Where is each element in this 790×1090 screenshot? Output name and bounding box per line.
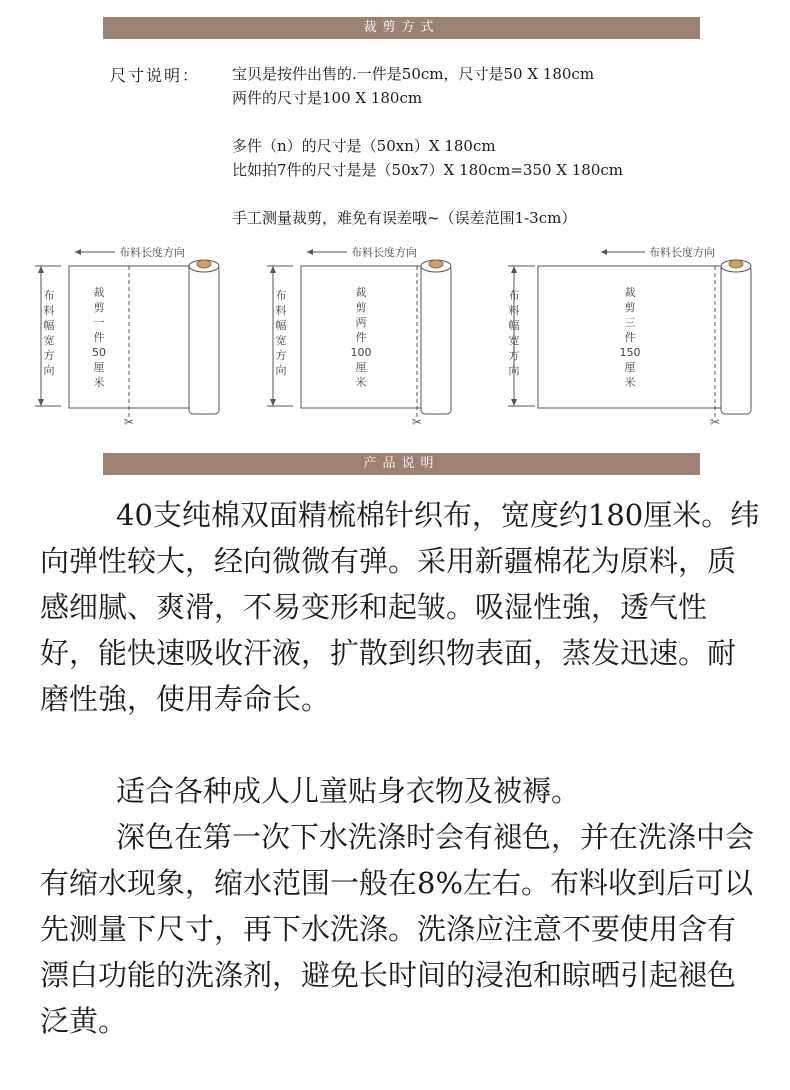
size-line-5: 手工测量裁剪，难免有误差哦~（误差范围1-3cm） (232, 209, 577, 227)
description-paragraph-1: 40支纯棉双面精梳棉针织布，宽度约180厘米。纬向弹性较大，经向微微有弹。采用新疆棉花为原料，质感细腻、爽滑，不易变形和起皱。吸湿性強，透气性好，能快速吸收汗液，扩散到织物表面，蒸发迅速。耐磨性強，使用寿命长。 (40, 498, 760, 716)
svg-text:剪: 剪 (93, 301, 105, 314)
svg-text:米: 米 (355, 376, 367, 389)
roll-core-icon (429, 260, 443, 268)
svg-text:剪: 剪 (355, 301, 367, 314)
svg-text:向: 向 (43, 364, 55, 377)
fabric-roll-diagram (35, 240, 265, 430)
size-line-1: 宝贝是按件出售的.一件是50cm，尺寸是50 X 180cm (232, 65, 595, 83)
svg-text:剪: 剪 (624, 301, 636, 314)
length-label: 布料长度方向 (351, 246, 417, 259)
cut-label (92, 285, 106, 389)
fabric-roll (721, 266, 751, 414)
svg-text:方: 方 (508, 349, 520, 362)
scissors-icon: ✂ (710, 415, 721, 429)
svg-text:100: 100 (350, 346, 372, 359)
fabric-roll (189, 266, 219, 414)
svg-text:裁: 裁 (355, 286, 367, 299)
svg-text:50: 50 (92, 346, 106, 359)
svg-text:两: 两 (355, 316, 367, 329)
svg-text:布: 布 (275, 289, 287, 302)
roll-core-icon (197, 260, 211, 268)
length-label: 布料长度方向 (119, 246, 185, 259)
cut-diagram-2 (267, 240, 497, 430)
svg-text:幅: 幅 (275, 319, 287, 332)
fabric-roll-diagram (505, 240, 765, 430)
svg-text:三: 三 (624, 316, 636, 329)
svg-text:向: 向 (508, 364, 520, 377)
arrow-head-icon (601, 249, 607, 255)
svg-text:裁: 裁 (93, 286, 105, 299)
roll-core-icon (729, 260, 743, 268)
size-line-3: 多件（n）的尺寸是（50xn）X 180cm (232, 137, 496, 155)
svg-text:件: 件 (93, 331, 105, 344)
svg-text:料: 料 (275, 304, 287, 317)
svg-text:布: 布 (43, 289, 55, 302)
svg-text:宽: 宽 (43, 334, 55, 347)
svg-text:米: 米 (624, 376, 636, 389)
svg-text:厘: 厘 (93, 361, 105, 374)
arrow-head-icon (75, 249, 81, 255)
product-description-header: 产品说明 (103, 453, 700, 475)
cut-method-header: 裁剪方式 (103, 17, 700, 39)
svg-text:幅: 幅 (508, 319, 520, 332)
svg-text:幅: 幅 (43, 319, 55, 332)
width-label (44, 288, 55, 377)
svg-text:料: 料 (508, 304, 520, 317)
length-label: 布料长度方向 (649, 246, 715, 259)
svg-text:宽: 宽 (508, 334, 520, 347)
svg-text:件: 件 (624, 331, 636, 344)
width-label (276, 288, 287, 377)
arrow-head-icon (307, 249, 313, 255)
svg-text:裁: 裁 (624, 286, 636, 299)
cut-diagram-3 (505, 240, 765, 430)
svg-text:方: 方 (275, 349, 287, 362)
svg-text:料: 料 (43, 304, 55, 317)
svg-text:米: 米 (93, 376, 105, 389)
svg-text:厘: 厘 (355, 361, 367, 374)
description-paragraph-2: 适合各种成人儿童贴身衣物及被褥。 (116, 774, 581, 808)
svg-text:150: 150 (619, 346, 641, 359)
svg-text:向: 向 (275, 364, 287, 377)
svg-text:方: 方 (43, 349, 55, 362)
svg-text:厘: 厘 (624, 361, 636, 374)
fabric-roll (421, 266, 451, 414)
size-line-4: 比如拍7件的尺寸是是（50x7）X 180cm=350 X 180cm (232, 161, 624, 179)
svg-text:一: 一 (93, 316, 105, 329)
svg-text:宽: 宽 (275, 334, 287, 347)
description-paragraph-3: 深色在第一次下水洗涤时会有褪色，并在洗涤中会有缩水现象，缩水范围一般在8%左右。布料收到后可以先测量下尺寸，再下水洗涤。洗涤应注意不要使用含有漂白功能的洗涤剂，避免长时间的浸泡和晾晒引起褪色泛黄。 (40, 820, 755, 1038)
svg-text:件: 件 (355, 331, 367, 344)
scissors-icon: ✂ (124, 415, 135, 429)
size-label: 尺寸说明： (110, 66, 201, 85)
fabric-roll-diagram (267, 240, 497, 430)
cut-diagram-1 (35, 240, 265, 430)
svg-text:布: 布 (508, 289, 520, 302)
size-line-2: 两件的尺寸是100 X 180cm (232, 89, 423, 107)
scissors-icon: ✂ (412, 415, 423, 429)
